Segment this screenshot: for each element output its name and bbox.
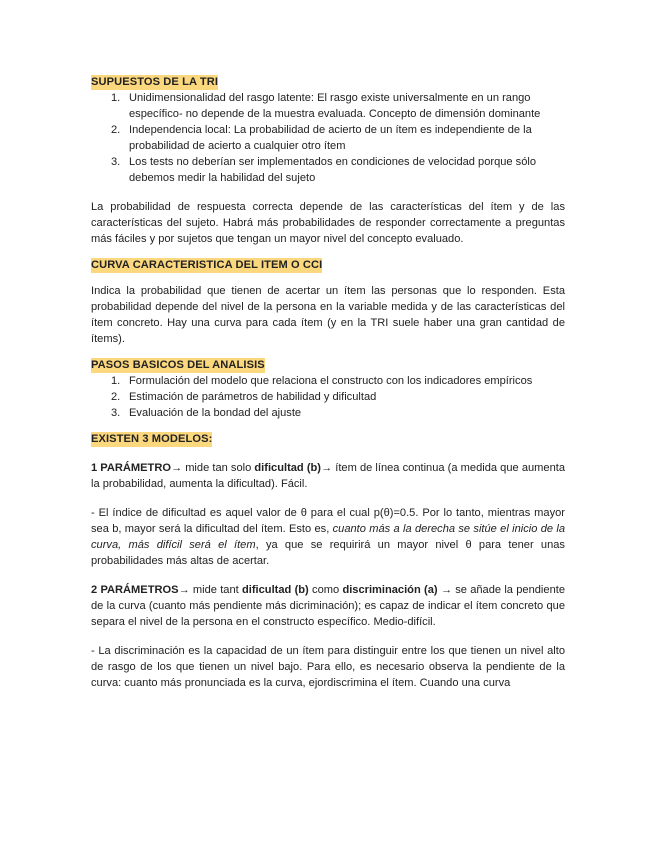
model-1-note-text-a: - El índice de dificultad es aquel valor de θ para el cual p(θ)=0.5. Por lo tanto, mientras mayor sea b, mayor será la dificultad del ítem. Esto es, — [91, 507, 565, 535]
list-item — [91, 405, 565, 421]
model-1-note-italic: cuanto más a la derecha se sitúe el inicio de la curva, más difícil será el ítem — [91, 523, 565, 551]
section-heading-pasos — [91, 357, 565, 373]
list-item — [91, 122, 565, 154]
list-number: 3. — [111, 407, 121, 419]
model-2-paragraph — [91, 582, 565, 630]
list-item — [91, 389, 565, 405]
list-item — [91, 154, 565, 186]
section-heading-supuestos — [91, 74, 565, 90]
list-item-text: Formulación del modelo que relaciona el constructo con los indicadores empíricos — [129, 375, 533, 387]
heading-highlight: PASOS BASICOS DEL ANALISIS — [91, 359, 265, 371]
curva-paragraph: Indica la probabilidad que tienen de acertar un ítem las personas que lo responden. Esta probabilidad depende del nivel de la persona en la variable medida y de las características del ítem concreto. Hay una curva para cada ítem (y en la TRI suele haber una gran cantidad de ítems). — [91, 285, 565, 345]
section-heading-curva — [91, 257, 565, 273]
list-item-text: Independencia local: La probabilidad de acierto de un ítem es independiente de la probabilidad de acierto a cualquier otro ítem — [129, 124, 532, 152]
model-1-bold-dificultad: dificultad (b) — [254, 462, 322, 474]
list-number: 2. — [111, 391, 121, 403]
list-number: 1. — [111, 375, 121, 387]
model-1-text-b: → ítem de línea continua (a medida que aumenta la probabilidad, aumenta la dificultad). Fácil. — [91, 462, 565, 490]
list-item — [91, 373, 565, 389]
list-item-text: Los tests no deberían ser implementados en condiciones de velocidad porque sólo debemos medir la habilidad del sujeto — [129, 156, 537, 184]
model-1-note — [91, 505, 565, 569]
list-number: 1. — [111, 92, 121, 104]
pasos-list — [91, 373, 565, 421]
heading-highlight: EXISTEN 3 MODELOS: — [91, 433, 213, 445]
list-item — [91, 90, 565, 122]
model-1-text-a: → mide tan solo — [170, 462, 255, 474]
section-heading-modelos — [91, 431, 565, 447]
list-item-text: Evaluación de la bondad del ajuste — [129, 407, 302, 419]
model-2-note: - La discriminación es la capacidad de un ítem para distinguir entre los que tienen un nivel alto de rasgo de los que tienen un nivel bajo. Para ello, es necesario observa la pendiente de la curva: cuanto más pronunciada es la curva, ejordiscrimina el ítem. Cuando una curva — [91, 645, 565, 689]
supuestos-list — [91, 90, 565, 186]
model-2-text-b: como — [308, 584, 343, 596]
heading-highlight: SUPUESTOS DE LA TRI — [91, 76, 219, 88]
model-2-bold-discriminacion: discriminación (a) — [342, 584, 438, 596]
model-1-note-text-b: , ya que se requirirá un mayor nivel θ para tener unas probabilidades más altas de acertar. — [91, 539, 565, 567]
list-item-text: Unidimensionalidad del rasgo latente: El rasgo existe universalmente en un rango específico- no depende de la muestra evaluada. Concepto de dimensión dominante — [129, 92, 541, 120]
document-content — [91, 74, 565, 691]
model-2-text-c: → se añade la pendiente de la curva (cuanto más pendiente más dicriminación); es capaz de indicar el ítem concreto que separa el nivel de la persona en el constructo específico. Medio-difícil. — [91, 584, 565, 628]
model-2-label: 2 PARÁMETROS — [91, 584, 179, 596]
heading-highlight: CURVA CARACTERISTICA DEL ITEM O CCI — [91, 259, 323, 271]
model-1-paragraph — [91, 460, 565, 492]
model-2-bold-dificultad: dificultad (b) — [242, 584, 309, 596]
model-2-text-a: → mide tant — [178, 584, 242, 596]
list-number: 3. — [111, 156, 121, 168]
supuestos-paragraph: La probabilidad de respuesta correcta depende de las características del ítem y de las características del sujeto. Habrá más probabilidades de responder correctamente a preguntas más fáciles y por sujetos que tengan un mayor nivel del concepto evaluado. — [91, 201, 565, 245]
model-1-label: 1 PARÁMETRO — [91, 462, 171, 474]
list-item-text: Estimación de parámetros de habilidad y dificultad — [129, 391, 377, 403]
list-number: 2. — [111, 124, 121, 136]
